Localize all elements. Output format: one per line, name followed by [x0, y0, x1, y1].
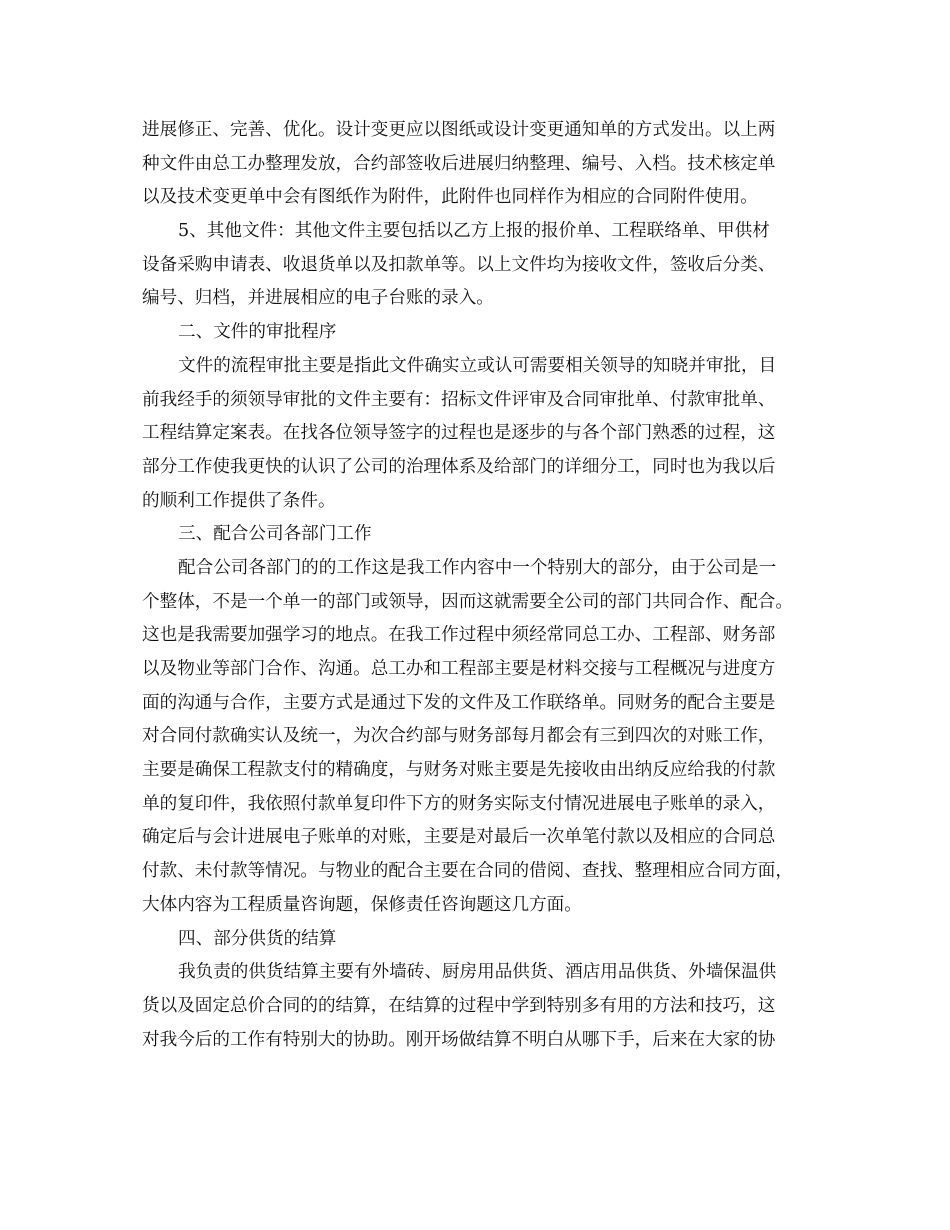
text-line: 以及技术变更单中会有图纸作为附件，此附件也同样作为相应的合同附件使用。: [142, 187, 758, 208]
text-line: 货以及固定总价合同的的结算，在结算的过程中学到特别多有用的方法和技巧，这: [142, 995, 776, 1016]
document-body: [142, 114, 832, 1057]
text-line: 工程结算定案表。在找各位领导签字的过程也是逐步的与各个部门熟悉的过程，这: [142, 423, 776, 444]
text-line: 四、部分供货的结算: [178, 928, 337, 949]
text-line: 部分工作使我更快的认识了公司的治理体系及给部门的详细分工，同时也为我以后: [142, 456, 776, 477]
text-line: 编号、归档，并进展相应的电子台账的录入。: [142, 288, 494, 309]
text-line: 大体内容为工程质量咨询题，保修责任咨询题这几方面。: [142, 894, 582, 915]
text-line: 对合同付款确实认及统一，为次合约部与财务部每月都会有三到四次的对账工作，: [142, 726, 776, 747]
text-line: 进展修正、完善、优化。设计变更应以图纸或设计变更通知单的方式发出。以上两: [142, 120, 776, 140]
text-line: 个整体，不是一个单一的部门或领导，因而这就需要全公司的部门共同合作、配合。: [142, 591, 793, 612]
text-line: 面的沟通与合作，主要方式是通过下发的文件及工作联络单。同财务的配合主要是: [142, 692, 776, 713]
text-line: 单的复印件，我依照付款单复印件下方的财务实际支付情况进展电子账单的录入，: [142, 793, 776, 814]
text-line: 配合公司各部门的的工作这是我工作内容中一个特别大的部分，由于公司是一: [178, 557, 777, 578]
text-line: 这也是我需要加强学习的地点。在我工作过程中须经常同总工办、工程部、财务部: [142, 625, 776, 646]
text-line: 对我今后的工作有特别大的协助。刚开场做结算不明白从哪下手，后来在大家的协: [142, 1029, 776, 1050]
text-line: 付款、未付款等情况。与物业的配合主要在合同的借阅、查找、整理相应合同方面，: [142, 861, 793, 882]
text-line: 二、文件的审批程序: [178, 322, 337, 343]
text-line: 种文件由总工办整理发放，合约部签收后进展归纳整理、编号、入档。技术核定单: [142, 153, 776, 174]
text-line: 的顺利工作提供了条件。: [142, 490, 336, 511]
text-line: 文件的流程审批主要是指此文件确实立或认可需要相关领导的知晓并审批，目: [178, 355, 777, 376]
text-line: 确定后与会计进展电子账单的对账，主要是对最后一次单笔付款以及相应的合同总: [142, 827, 776, 848]
text-line: 设备采购申请表、收退货单以及扣款单等。以上文件均为接收文件，签收后分类、: [142, 254, 776, 275]
text-line: 5、其他文件：其他文件主要包括以乙方上报的报价单、工程联络单、甲供材: [178, 221, 770, 242]
text-line: 我负责的供货结算主要有外墙砖、厨房用品供货、酒店用品供货、外墙保温供: [178, 962, 777, 983]
text-line: 三、配合公司各部门工作: [178, 524, 372, 545]
text-line: 以及物业等部门合作、沟通。总工办和工程部主要是材料交接与工程概况与进度方: [142, 659, 776, 679]
text-line: 前我经手的须领导审批的文件主要有：招标文件评审及合同审批单、付款审批单、: [142, 389, 776, 410]
text-line: 主要是确保工程款支付的精确度，与财务对账主要是先接收由出纳反应给我的付款: [142, 760, 776, 781]
